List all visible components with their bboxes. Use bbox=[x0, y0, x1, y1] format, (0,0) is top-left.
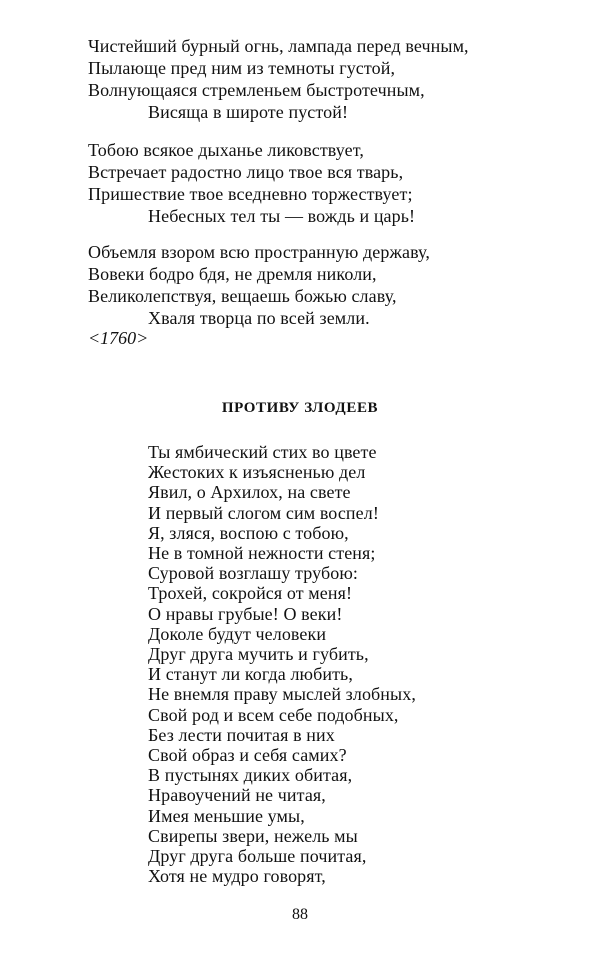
verse-line: Трохей, сокройся от меня! bbox=[148, 583, 353, 604]
verse-line: О нравы грубые! О веки! bbox=[148, 603, 343, 624]
verse-line: Хваля творца по всей земли. bbox=[148, 308, 370, 328]
verse-line: Я, зляся, воспою с тобою, bbox=[148, 522, 349, 543]
verse-line: И первый слогом сим воспел! bbox=[148, 502, 379, 523]
verse-line: Тобою всякое дыханье ликовствует, bbox=[88, 140, 364, 160]
verse-line: В пустынях диких обитая, bbox=[148, 765, 353, 786]
verse-line: Объемля взором всю пространную державу, bbox=[88, 242, 430, 262]
verse-line: Великолепствуя, вещаешь божью славу, bbox=[88, 286, 397, 306]
verse-line: Имея меньшие умы, bbox=[148, 805, 305, 826]
verse-line: Пришествие твое вседневно торжествует; bbox=[88, 184, 413, 204]
poem-date: <1760> bbox=[88, 328, 149, 348]
verse-line: И станут ли когда любить, bbox=[148, 664, 353, 685]
verse-line: Небесных тел ты — вождь и царь! bbox=[148, 206, 416, 226]
verse-line: Нравоучений не читая, bbox=[148, 785, 326, 806]
verse-line: Без лести почитая в них bbox=[148, 724, 335, 745]
verse-line: Пылающе пред ним из темноты густой, bbox=[88, 58, 396, 78]
verse-line: Доколе будут человеки bbox=[148, 623, 327, 644]
verse-line: Свой род и всем себе подобных, bbox=[148, 704, 399, 725]
verse-line: Явил, о Архилох, на свете bbox=[148, 482, 351, 503]
verse-line: Хотя не мудро говорят, bbox=[148, 866, 326, 887]
verse-line: Чистейший бурный огнь, лампада перед вечным, bbox=[88, 36, 469, 56]
verse-line: Свой образ и себя самих? bbox=[148, 745, 347, 765]
verse-line: Встречает радостно лицо твое вся тварь, bbox=[88, 162, 404, 182]
verse-line: Висяща в широте пустой! bbox=[148, 102, 349, 122]
verse-line: Суровой возглашу трубою: bbox=[148, 563, 358, 584]
verse-line: Не внемля праву мыслей злобных, bbox=[148, 684, 416, 705]
verse-line: Друг друга больше почитая, bbox=[148, 846, 367, 866]
verse-line: Жестоких к изъясненью дел bbox=[148, 462, 366, 483]
verse-line: Волнующаяся стремленьем быстротечным, bbox=[88, 80, 425, 100]
poem-title: ПРОТИВУ ЗЛОДЕЕВ bbox=[221, 400, 379, 416]
verse-line: Не в томной нежности стеня; bbox=[148, 543, 376, 563]
verse-line: Друг друга мучить и губить, bbox=[148, 644, 369, 664]
verse-line: Ты ямбический стих во цвете bbox=[148, 442, 377, 462]
page-number: 88 bbox=[292, 906, 308, 923]
verse-line: Свирепы звери, нежель мы bbox=[148, 825, 358, 846]
verse-line: Вовеки бодро бдя, не дремля николи, bbox=[88, 264, 377, 284]
